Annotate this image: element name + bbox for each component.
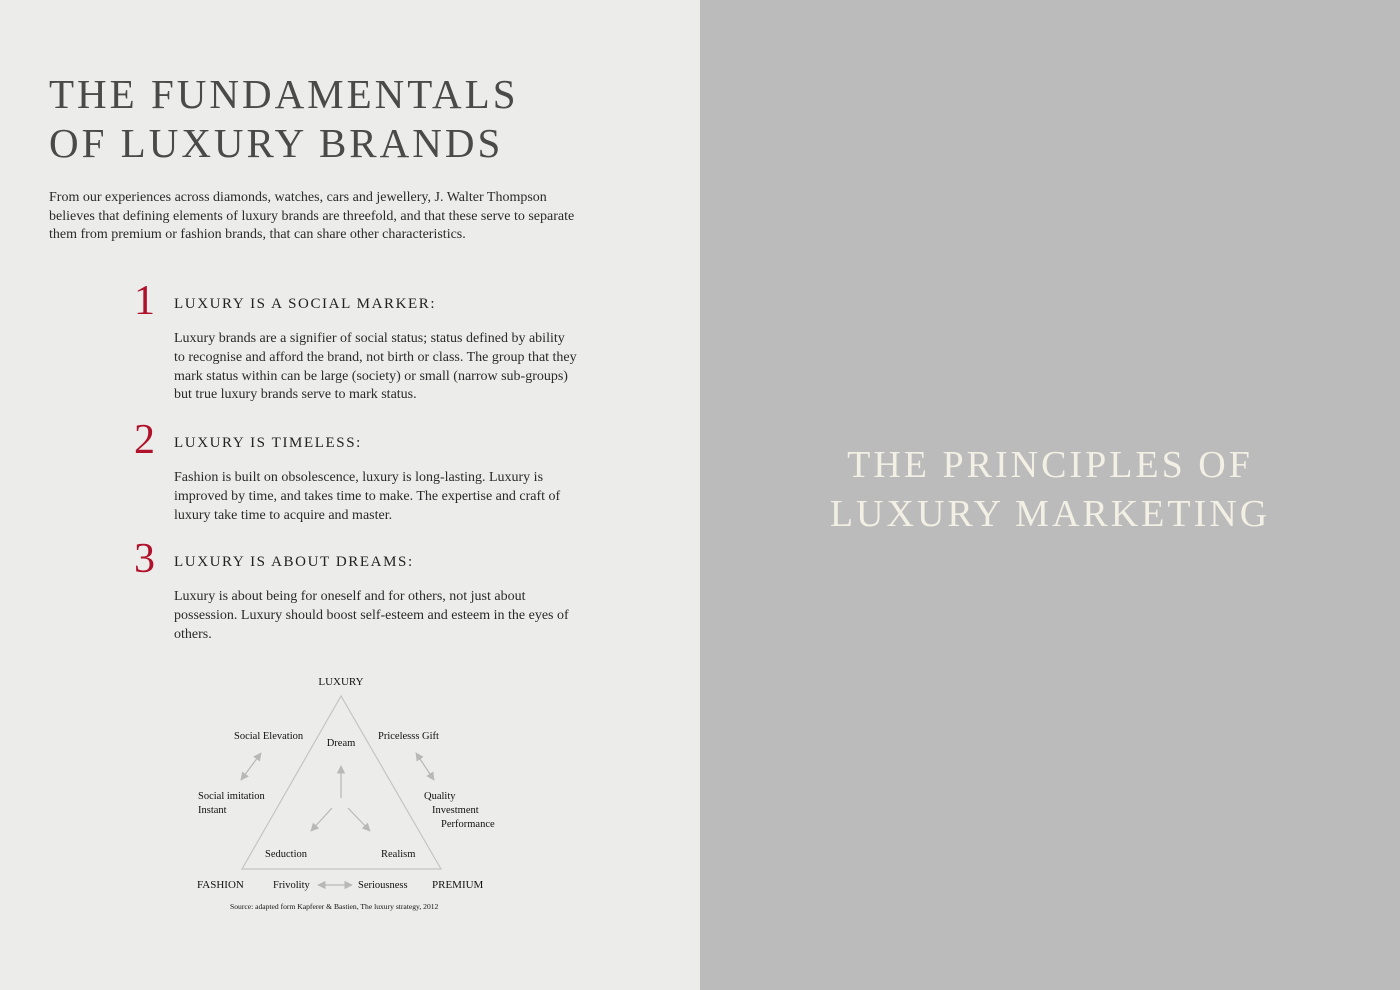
page-title-line-2: OF LUXURY BRANDS — [49, 120, 504, 166]
principle-1-number: 1 — [134, 278, 155, 324]
label-seriousness: Seriousness — [358, 880, 408, 891]
label-seduction: Seduction — [265, 849, 307, 860]
arrow-to-realism — [348, 808, 370, 831]
label-frivolity: Frivolity — [273, 880, 310, 891]
page-title — [49, 70, 519, 168]
intro-paragraph: From our experiences across diamonds, watches, cars and jewellery, J. Walter Thompson believes that defining elements of luxury brands are threefold, and that these serve to separate them from premium or fashion brands, that can share other characteristics. — [49, 190, 575, 242]
label-quality: Quality — [424, 791, 456, 802]
label-investment: Investment — [432, 805, 479, 816]
principle-1-heading: LUXURY IS A SOCIAL MARKER: — [174, 296, 437, 312]
principle-2-number: 2 — [134, 417, 155, 463]
label-priceless-gift: Pricelesss Gift — [378, 731, 439, 742]
principle-2-body: Fashion is built on obsolescence, luxury is long-lasting. Luxury is improved by time, and takes time to make. The expertise and craft of luxury take time to acquire and master. — [174, 470, 561, 523]
arrow-left-side — [241, 753, 261, 780]
principle-1-body: Luxury brands are a signifier of social status; status defined by ability to recognise and afford the brand, not birth or class. The group that they mark status within can be large (society) or small (narrow sub-groups) but true luxury brands serve to mark status. — [174, 331, 577, 403]
diagram-source: Source: adapted form Kapferer & Bastien, The luxury strategy, 2012 — [230, 902, 439, 911]
label-fashion: FASHION — [197, 879, 244, 891]
principle-3-heading: LUXURY IS ABOUT DREAMS: — [174, 554, 414, 570]
label-social-elevation: Social Elevation — [234, 731, 304, 742]
label-instant: Instant — [198, 805, 227, 816]
label-realism: Realism — [381, 849, 416, 860]
label-performance: Performance — [441, 819, 495, 830]
arrow-right-side — [416, 753, 434, 780]
label-premium: PREMIUM — [432, 879, 484, 891]
principle-3-number: 3 — [134, 536, 155, 582]
right-page — [700, 0, 1400, 990]
label-luxury: LUXURY — [318, 676, 364, 688]
section-title-line-2: LUXURY MARKETING — [829, 493, 1271, 535]
label-social-imitation: Social imitation — [198, 791, 265, 802]
section-title — [700, 441, 1400, 539]
page-title-line-1: THE FUNDAMENTALS — [49, 71, 519, 117]
label-dream: Dream — [326, 738, 356, 749]
luxury-triangle-diagram — [180, 665, 520, 920]
section-title-line-1: THE PRINCIPLES OF — [847, 444, 1253, 486]
arrow-to-seduction — [311, 808, 332, 831]
principle-3-body: Luxury is about being for oneself and for others, not just about possession. Luxury should boost self-esteem and esteem in the eyes of others. — [174, 589, 569, 642]
principle-2-heading: LUXURY IS TIMELESS: — [174, 435, 362, 451]
